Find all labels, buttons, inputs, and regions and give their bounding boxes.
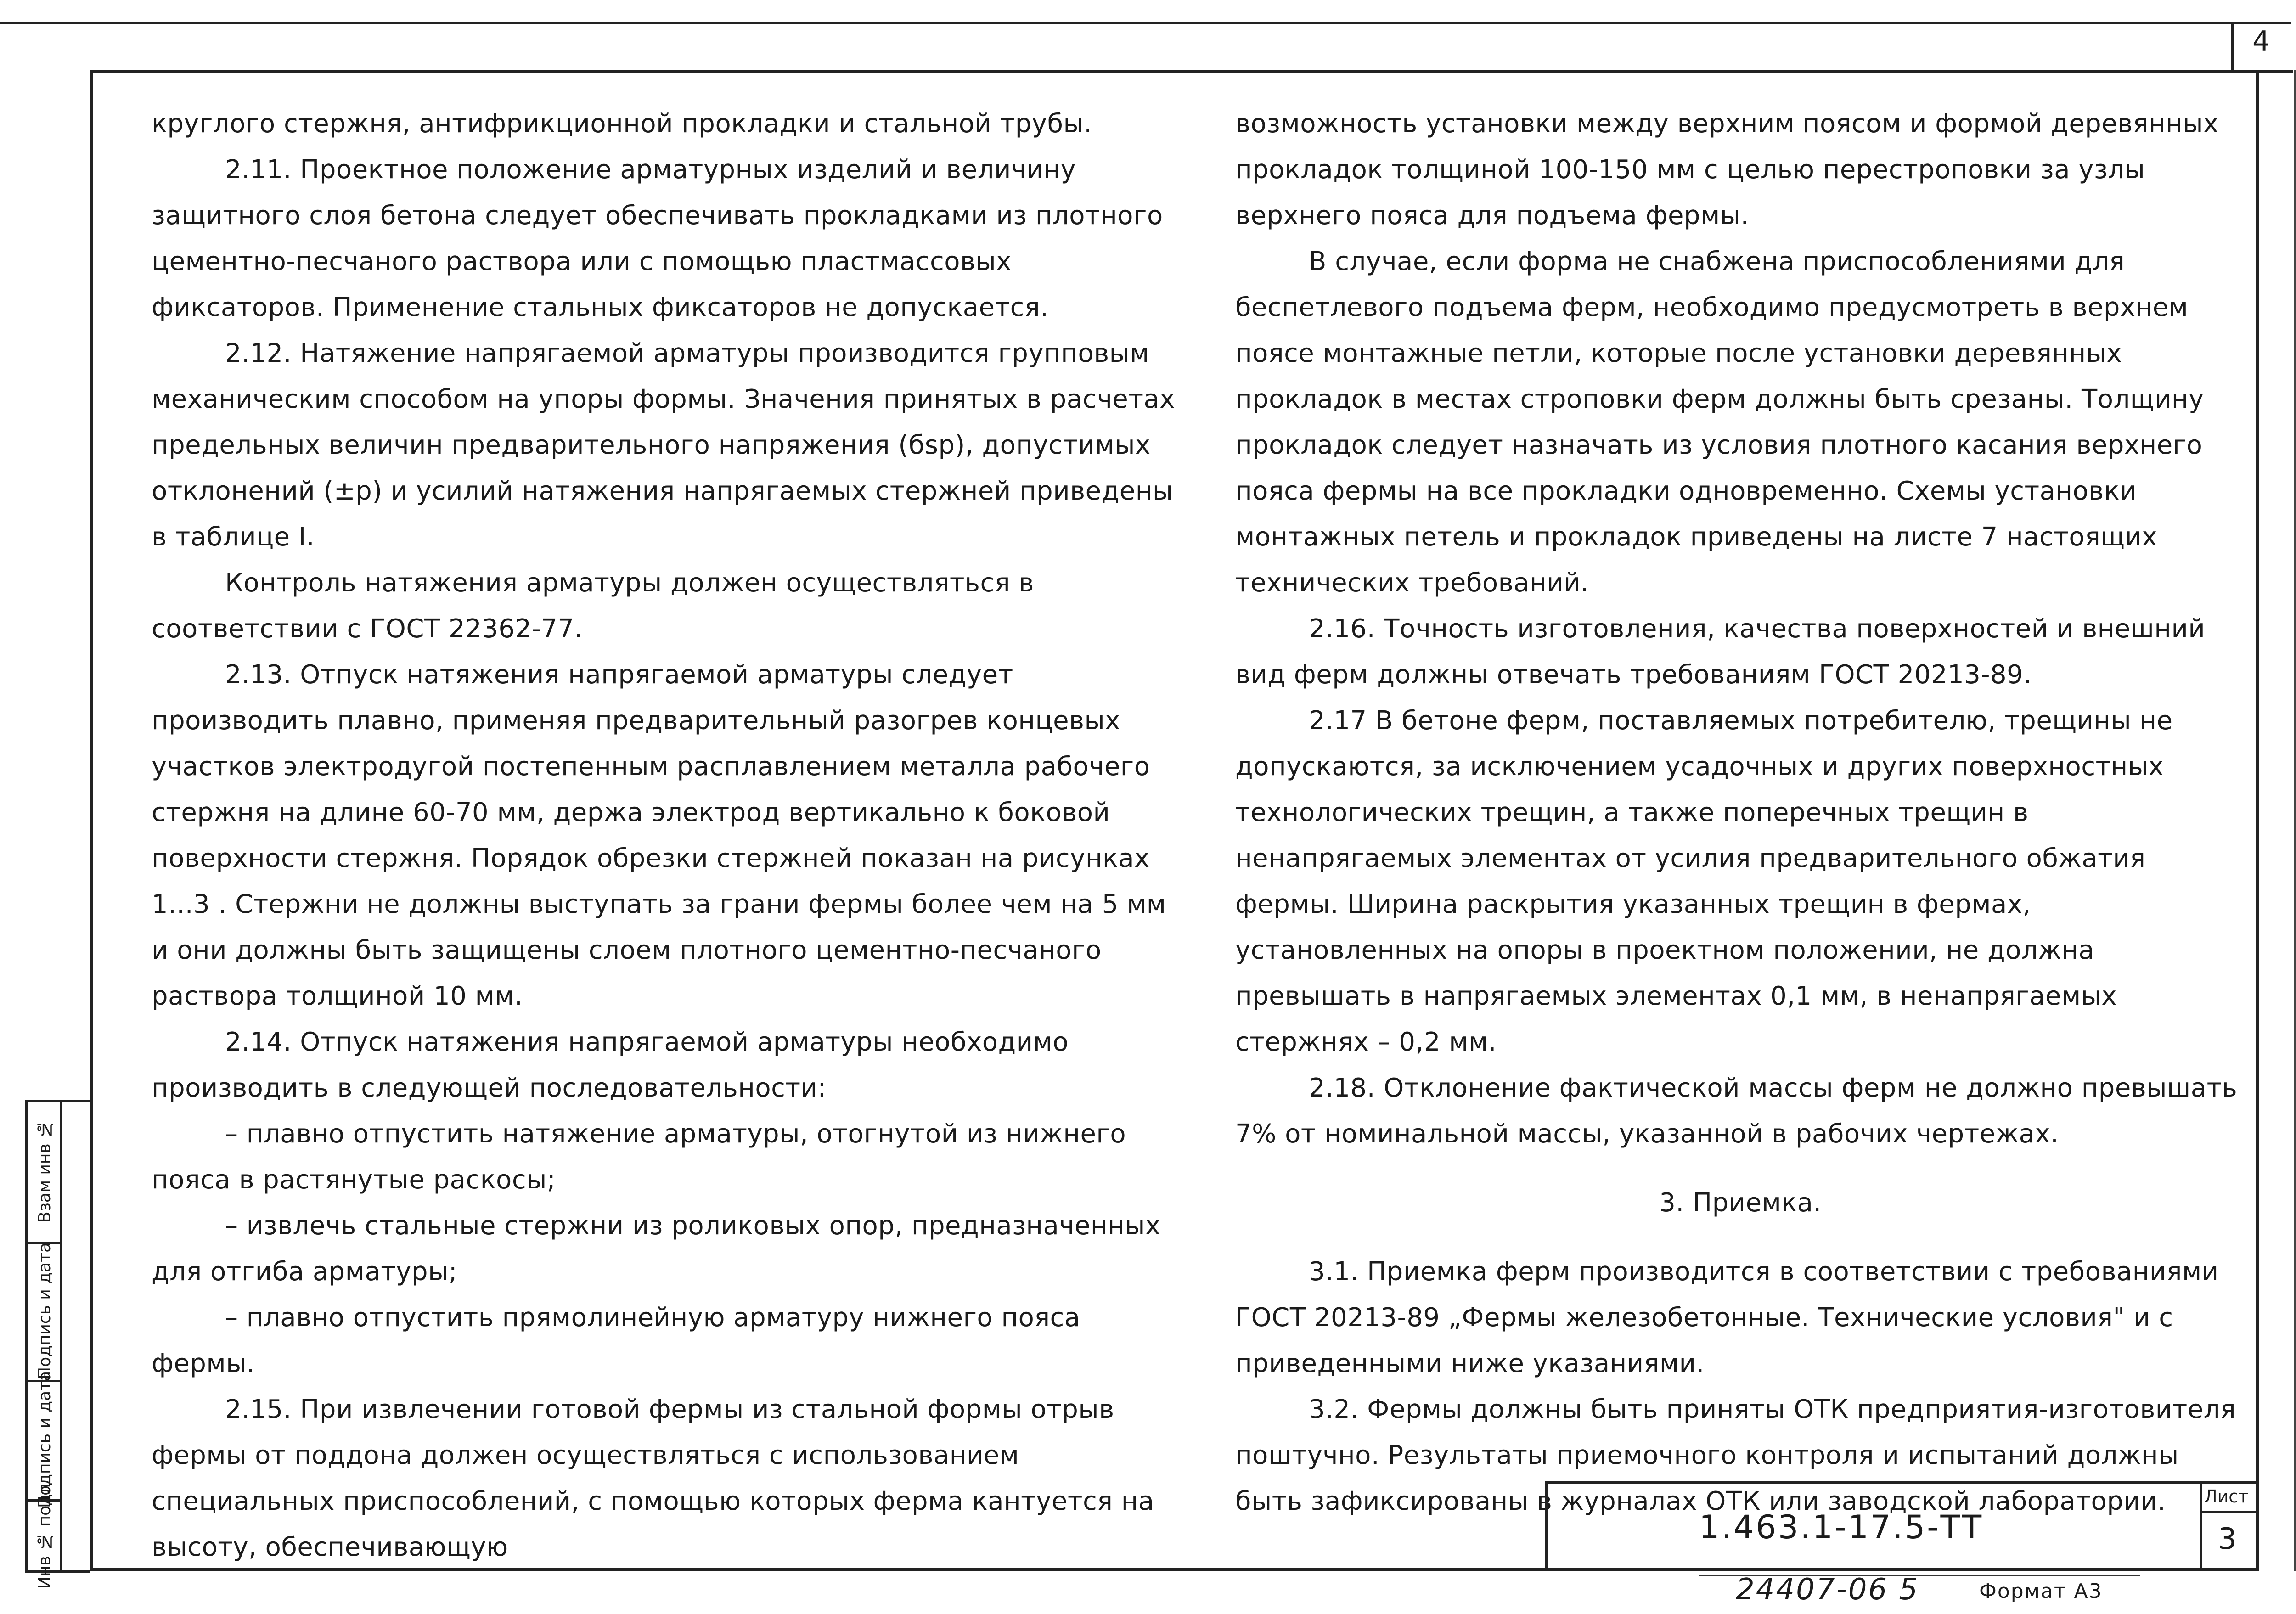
paper-format: Формат А3 <box>1979 1580 2103 1603</box>
paragraph: В случае, если форма не снабжена приспособлениями для беспетлевого подъема ферм, необходимо предусмотреть в верхнем поясе монтажные петли, которые после установки деревянных прокладок в местах строповки ферм должны быть срезаны. Толщину прокладок следует назначать из условия плотного касания верхнего пояса фермы на все прокладки одновременно. Схемы установки монтажных петель и прокладок приведены на листе 7 настоящих технических требований. <box>1235 247 2204 598</box>
paragraph: 3.1. Приемка ферм производится в соответствии с требованиями ГОСТ 20213-89 „Фермы железобетонные. Технические условия" и с приведенными ниже указаниями. <box>1235 1257 2219 1378</box>
paragraph: 2.11. Проектное положение арматурных изделий и величину защитного слоя бетона следует обеспечивать прокладками из плотного цементно-песчаного раствора или с помощью пластмассовых фиксаторов. Применение стальных фиксаторов не допускается. <box>152 155 1163 322</box>
paragraph: 2.16. Точность изготовления, качества поверхностей и внешний вид ферм должны отвечать требованиям ГОСТ 20213-89. <box>1235 614 2206 690</box>
strip-label-replacement: Взам инв № <box>35 1119 54 1223</box>
strip-label-inventory: Инв № подл <box>35 1483 54 1589</box>
strip-cell-inventory <box>28 1483 60 1589</box>
sheet-number: 3 <box>2218 1522 2237 1556</box>
paragraph: 2.13. Отпуск натяжения напрягаемой арматуры следует производить плавно, применяя предварительный разогрев концевых участков электродугой постепенным расплавлением металла рабочего стержня на длине 60-70 мм, держа электрод вертикально к боковой поверхности стержня. Порядок обрезки стержней показан на рисунках 1...3 . Стержни не должны выступать за грани фермы более чем на 5 мм и они должны быть защищены слоем плотного цементно-песчаного раствора толщиной 10 мм. <box>152 660 1166 1011</box>
paragraph: 2.15. При извлечении готовой фермы из стальной формы отрыв фермы от поддона должен осуществляться с использованием специальных приспособлений, с помощью которых ферма кантуется на высоту, обеспечивающую <box>152 1395 1154 1562</box>
paragraph: возможность установки между верхним поясом и формой деревянных прокладок толщиной 100-150 мм с целью перестроповки за узлы верхнего пояса для подъема фермы. <box>1235 109 2219 231</box>
strip-divider <box>60 1102 62 1573</box>
strip-cell-signature-1 <box>28 1244 60 1382</box>
paragraph: круглого стержня, антифрикционной прокладки и стальной трубы. <box>152 109 1092 139</box>
top-rule <box>0 22 2291 24</box>
right-margin-line <box>2294 70 2296 1571</box>
approval-strip <box>25 1100 90 1589</box>
sheet-label: Лист <box>2204 1486 2249 1507</box>
paragraph: – плавно отпустить натяжение арматуры, отогнутой из нижнего пояса в растянутые раскосы; <box>152 1119 1126 1195</box>
paragraph: 2.17 В бетоне ферм, поставляемых потребителю, трещины не допускаются, за исключением усадочных и других поверхностных технологических трещин, а также поперечных трещин в ненапрягаемых элементах от усилия предварительного обжатия фермы. Ширина раскрытия указанных трещин в фермах, установленных на опоры в проектном положении, не должна превышать в напрягаемых элементах 0,1 мм, в ненапрягаемых стержнях – 0,2 мм. <box>1235 706 2173 1057</box>
strip-label-signature-2: Подпись и дата <box>35 1371 54 1508</box>
paragraph: – извлечь стальные стержни из роликовых опор, предназначенных для отгиба арматуры; <box>152 1211 1161 1287</box>
strip-cell-replacement <box>28 1102 60 1244</box>
paragraph: – плавно отпустить прямолинейную арматуру нижнего пояса фермы. <box>152 1303 1080 1378</box>
left-text-column <box>152 101 1180 1570</box>
right-text-column <box>1235 101 2245 1524</box>
paragraph: 2.14. Отпуск натяжения напрягаемой арматуры необходимо производить в следующей последовательности: <box>152 1027 1069 1103</box>
inventory-number: 24407-06 5 <box>1736 1573 1919 1607</box>
document-code: 1.463.1-17.5-ТТ <box>1699 1508 1984 1546</box>
paragraph: 2.18. Отклонение фактической массы ферм не должно превышать 7% от номинальной массы, указанной в рабочих чертежах. <box>1235 1073 2238 1149</box>
paragraph: 3.2. Фермы должны быть приняты ОТК предприятия-изготовителя поштучно. Результаты приемочного контроля и испытаний должны быть зафиксированы в журналах ОТК или заводской лаборатории. <box>1235 1395 2236 1516</box>
strip-label-signature-1: Подпись и дата <box>35 1242 54 1380</box>
paragraph: Контроль натяжения арматуры должен осуществляться в соответствии с ГОСТ 22362-77. <box>152 568 1034 644</box>
section-heading: 3. Приемка. <box>1659 1188 1822 1218</box>
sheet-box-divider <box>2200 1511 2259 1513</box>
paragraph: 2.12. Натяжение напрягаемой арматуры производится групповым механическим способом на упоры формы. Значения принятых в расчетах предельных величин предварительного напряжения (бsp), допустимых отклонений (±р) и усилий натяжения напрягаемых стержней приведены в таблице I. <box>152 338 1175 552</box>
corner-number: 4 <box>2252 25 2270 57</box>
